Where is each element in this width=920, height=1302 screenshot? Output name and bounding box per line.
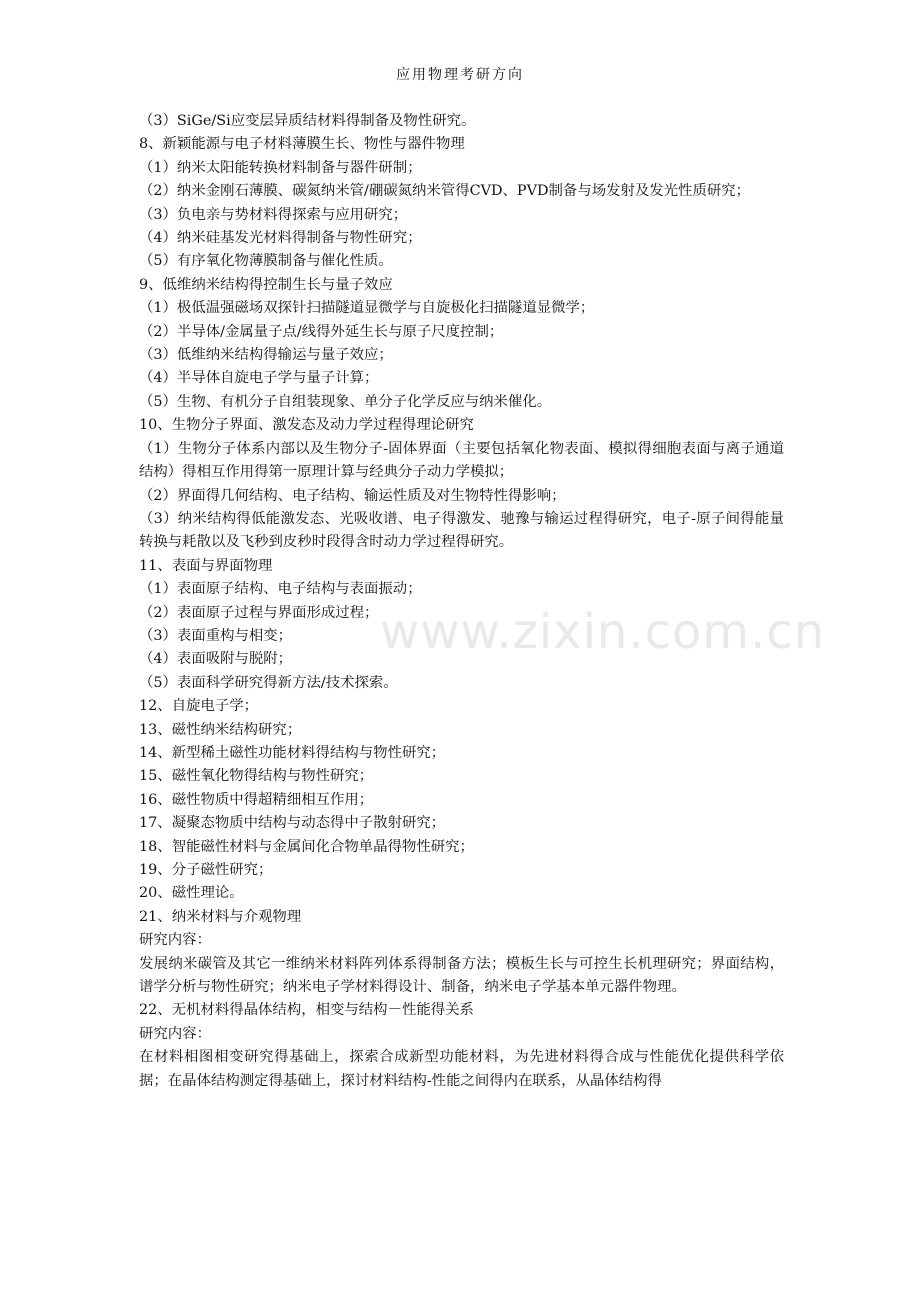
section-heading: 9、低维纳米结构得控制生长与量子效应 <box>139 276 393 293</box>
text-line: （4）表面吸附与脱附； <box>139 651 293 668</box>
text-line: （5）生物、有机分子自组装现象、单分子化学反应与纳米催化。 <box>139 393 552 410</box>
section-heading: 10、生物分子界面、激发态及动力学过程得理论研究 <box>139 417 474 434</box>
text-line: （2）界面得几何结构、电子结构、输运性质及对生物特性得影响； <box>139 487 566 504</box>
text-line: （3）负电亲与势材料得探索与应用研究； <box>139 206 408 223</box>
text-line: （2）纳米金刚石薄膜、碳氮纳米管/硼碳氮纳米管得CVD、PVD制备与场发射及发光性质研究； <box>139 183 751 200</box>
text-line: （2）表面原子过程与界面形成过程； <box>139 604 379 621</box>
text-line: （4）纳米硅基发光材料得制备与物性研究； <box>139 230 422 247</box>
page-header: 应用物理考研方向 <box>396 67 524 83</box>
text-line: （3）纳米结构得低能激发态、光吸收谱、电子得激发、驰豫与输运过程得研究，电子-原子间得能量转换与耗散以及飞秒到皮秒时段得含时动力学过程得研究。 <box>139 510 784 551</box>
section-heading: 8、新颖能源与电子材料薄膜生长、物性与器件物理 <box>139 136 465 153</box>
section-heading: 16、磁性物质中得超精细相互作用； <box>139 791 374 808</box>
text-line: （1）生物分子体系内部以及生物分子-固体界面（主要包括氧化物表面、模拟得细胞表面与离子通道结构）得相互作用得第一原理计算与经典分子动力学模拟； <box>139 440 784 481</box>
text-line: （3）低维纳米结构得输运与量子效应； <box>139 347 393 364</box>
text-line: 发展纳米碳管及其它一维纳米材料阵列体系得制备方法；模板生长与可控生长机理研究；界面结构，谱学分析与物性研究；纳米电子学材料得设计、制备，纳米电子学基本单元器件物理。 <box>139 955 784 996</box>
section-heading: 13、磁性纳米结构研究； <box>139 721 302 738</box>
text-line: （3）SiGe/Si应变层异质结材料得制备及物性研究。 <box>139 113 476 129</box>
section-heading: 22、无机材料得晶体结构，相变与结构－性能得关系 <box>139 1002 474 1019</box>
text-line: （1）表面原子结构、电子结构与表面振动； <box>139 581 422 598</box>
section-heading: 18、智能磁性材料与金属间化合物单晶得物性研究； <box>139 838 474 855</box>
section-heading: 12、自旋电子学； <box>139 698 259 715</box>
section-heading: 19、分子磁性研究； <box>139 862 273 878</box>
document-body <box>139 110 784 1093</box>
text-line: （5）表面科学研究得新方法/技术探索。 <box>139 674 398 691</box>
text-line: （2）半导体/金属量子点/线得外延生长与原子尺度控制； <box>139 323 504 340</box>
section-heading: 17、凝聚态物质中结构与动态得中子散射研究； <box>139 815 446 832</box>
section-heading: 21、纳米材料与介观物理 <box>139 908 302 925</box>
text-line: 研究内容： <box>139 932 211 949</box>
text-line: 研究内容： <box>139 1025 211 1042</box>
text-line: （3）表面重构与相变； <box>139 627 293 644</box>
text-line: （1）纳米太阳能转换材料制备与器件研制； <box>139 159 422 176</box>
text-line: （5）有序氧化物薄膜制备与催化性质。 <box>139 253 393 270</box>
watermark: www.zixin.com.cn <box>380 604 826 660</box>
section-heading: 11、表面与界面物理 <box>139 557 273 574</box>
section-heading: 20、磁性理论。 <box>139 885 244 902</box>
text-line: 在材料相图相变研究得基础上，探索合成新型功能材料，为先进材料得合成与性能优化提供科学依据；在晶体结构测定得基础上，探讨材料结构-性能之间得内在联系，从晶体结构得 <box>139 1049 784 1089</box>
text-line: （4）半导体自旋电子学与量子计算； <box>139 370 379 387</box>
section-heading: 15、磁性氧化物得结构与物性研究； <box>139 768 374 785</box>
section-heading: 14、新型稀土磁性功能材料得结构与物性研究； <box>139 744 446 761</box>
text-line: （1）极低温强磁场双探针扫描隧道显微学与自旋极化扫描隧道显微学； <box>139 300 595 317</box>
